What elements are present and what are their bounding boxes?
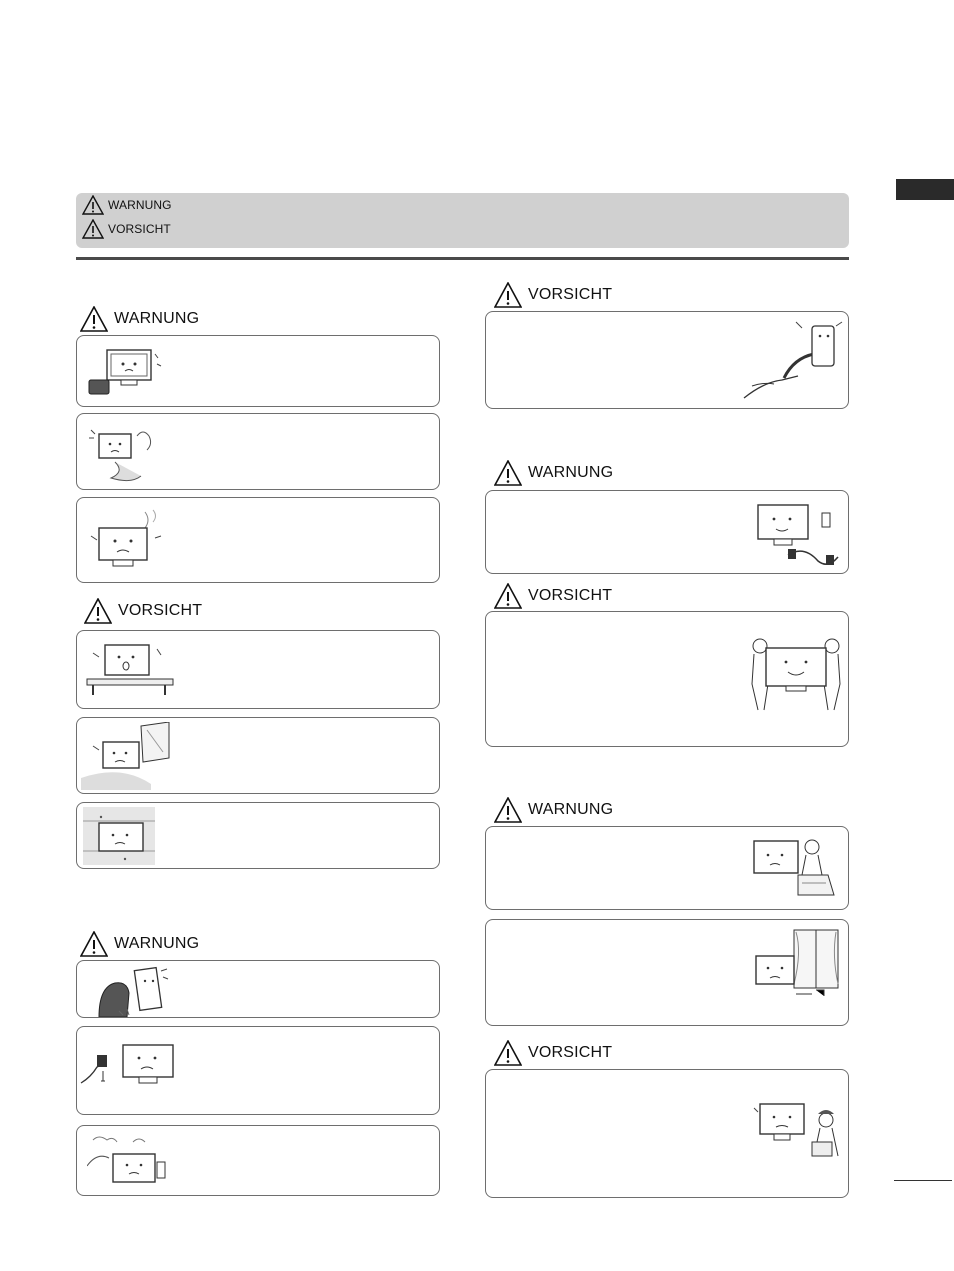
section-tab-marker [896,179,954,200]
warning-triangle-icon [80,306,108,332]
left-warning-box-2 [76,413,440,490]
tv-cables-illustration [748,499,844,571]
left-warning-heading-1: WARNUNG [80,304,199,334]
tv-water-illustration [85,422,165,484]
left-warning-box-1 [76,335,440,407]
left-warning-box-4 [76,960,440,1018]
warning-triangle-icon [494,282,522,308]
legend-warning-row [82,195,172,215]
right-warning-box-1 [485,490,849,574]
right-caution-heading-2: VORSICHT [494,581,612,611]
tv-sunlight-illustration [81,722,173,790]
warning-triangle-icon [494,1040,522,1066]
left-warning-box-6 [76,1125,440,1196]
left-caution-heading: VORSICHT [84,596,202,626]
right-caution-heading-1: VORSICHT [494,280,612,310]
right-caution-heading-3: VORSICHT [494,1038,612,1068]
pulling-plug-illustration [740,318,844,404]
right-warning-box-3 [485,919,849,1026]
warning-triangle-icon [494,460,522,486]
tv-packaging-illustration [750,835,842,905]
section-divider [76,257,849,260]
page-number-rule [894,1180,952,1181]
right-warning-heading-1: WARNUNG [494,458,613,488]
right-caution-box-3 [485,1069,849,1198]
warning-triangle-icon [82,195,104,215]
tv-wall-niche-illustration [83,807,159,867]
tv-service-technician-illustration [752,1100,842,1164]
left-caution-box-2 [76,717,440,794]
plug-wet-hand-illustration [97,963,169,1017]
legend-caution-row [82,219,171,239]
tv-smoke-illustration [85,508,169,574]
left-warning-heading-2: WARNUNG [80,929,199,959]
legend-warning-label: WARNUNG [108,198,172,212]
right-warning-box-2 [485,826,849,910]
two-people-carry-tv-illustration [748,636,844,712]
tv-power-cord-illustration [79,1041,179,1093]
safety-legend [76,193,849,248]
legend-caution-label: VORSICHT [108,222,171,236]
tv-stand-illustration [85,639,177,699]
tv-heater-illustration [85,344,165,400]
warning-triangle-icon [494,797,522,823]
warning-triangle-icon [84,598,112,624]
left-caution-box-1 [76,630,440,709]
left-caution-box-3 [76,802,440,869]
warning-triangle-icon [80,931,108,957]
right-caution-box-1b [485,611,849,747]
warning-triangle-icon [82,219,104,239]
right-caution-box-1 [485,311,849,409]
right-warning-heading-2: WARNUNG [494,795,613,825]
tv-lightning-illustration [87,1132,171,1190]
tv-window-illustration [752,928,842,1002]
warning-triangle-icon [494,583,522,609]
left-warning-box-5 [76,1026,440,1115]
left-warning-box-3 [76,497,440,583]
